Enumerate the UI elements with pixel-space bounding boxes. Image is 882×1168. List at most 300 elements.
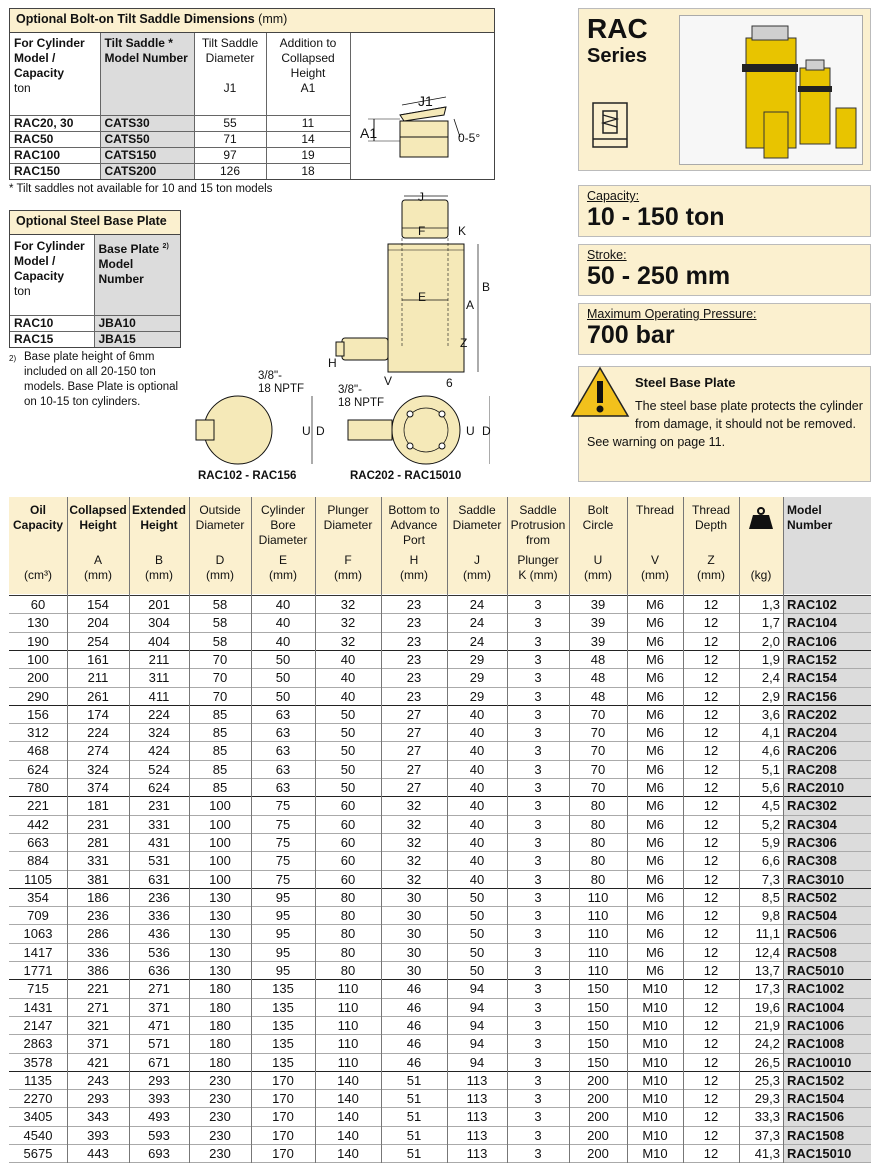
spec-cell: 180 <box>209 1036 231 1052</box>
spec-cell: 371 <box>87 1036 109 1052</box>
table-row <box>9 614 871 632</box>
spec-cell: 32 <box>406 798 422 814</box>
spec-cell: 174 <box>87 706 109 722</box>
spec-cell: 12 <box>703 853 719 869</box>
warning-panel <box>578 366 871 482</box>
spec-cell: 631 <box>148 871 170 887</box>
header-unit: (mm) <box>463 568 491 582</box>
label-a: A <box>466 298 475 312</box>
spec-cell: 12 <box>703 981 719 997</box>
header-text: Depth <box>694 518 728 532</box>
spec-cell: 181 <box>87 798 109 814</box>
label-u-left: U <box>302 424 311 438</box>
header-text: Outside <box>199 503 241 517</box>
model-number-cell: RAC502 <box>783 889 871 907</box>
spec-cell: 85 <box>212 743 228 759</box>
spec-cell: 70 <box>590 743 606 759</box>
cell-a1: 14 <box>266 131 350 147</box>
spec-cell: 3 <box>534 1072 542 1088</box>
spec-cell: 3 <box>534 780 542 795</box>
spec-cell: 1,9 <box>761 651 780 667</box>
spec-cell: 75 <box>275 798 291 814</box>
spec-cell: 32 <box>340 633 356 649</box>
spec-cell: 135 <box>272 1054 294 1070</box>
spec-cell: 40 <box>275 615 291 631</box>
spec-cell: 32 <box>406 834 422 850</box>
series-title: RAC <box>587 13 648 44</box>
spec-cell: 331 <box>148 816 170 832</box>
spec-cell: 3 <box>534 926 542 942</box>
column-rule <box>67 497 68 1163</box>
spec-cell: 286 <box>87 926 109 942</box>
spec-cell: 281 <box>87 834 109 850</box>
spec-cell: 12 <box>703 834 719 850</box>
spec-cell: 12 <box>703 1072 719 1088</box>
stroke-panel <box>578 244 871 296</box>
spec-cell: 12 <box>703 1017 719 1033</box>
spec-cell: 12 <box>703 871 719 887</box>
spec-cell: 12 <box>703 1127 719 1143</box>
spec-cell: 312 <box>27 725 49 741</box>
table-row <box>9 633 871 651</box>
spec-cell: 636 <box>148 963 170 978</box>
spec-cell: 110 <box>587 963 609 978</box>
spec-cell: 40 <box>469 761 485 777</box>
spec-cell: 39 <box>590 597 606 612</box>
spec-cell: 40 <box>469 725 485 741</box>
spec-cell: 12 <box>703 816 719 832</box>
spec-cell: 58 <box>212 597 228 612</box>
spec-cell: 140 <box>337 1109 359 1125</box>
spec-cell: 32 <box>406 871 422 887</box>
tilt-saddle-footnote: * Tilt saddles not available for 10 and 15 ton models <box>9 183 273 195</box>
base-plate-title: Optional Steel Base Plate <box>10 211 180 235</box>
spec-cell: 46 <box>406 999 422 1015</box>
spec-cell: 12 <box>703 670 719 686</box>
model-number-cell: RAC302 <box>783 797 871 815</box>
cell-model: RAC100 <box>10 147 100 163</box>
spec-cell: M10 <box>642 1017 668 1033</box>
spec-cell: 50 <box>469 944 485 960</box>
spec-cell: M6 <box>645 963 665 978</box>
spec-cell: 3 <box>534 1036 542 1052</box>
spec-cell: 100 <box>209 871 231 887</box>
header-text: Saddle <box>519 503 557 517</box>
spec-cell: 75 <box>275 853 291 869</box>
cell-j1: 126 <box>194 163 266 179</box>
caption-left: RAC102 - RAC156 <box>198 470 297 482</box>
spec-cell: 254 <box>87 633 109 649</box>
table-row <box>9 1090 871 1108</box>
spec-cell: 75 <box>275 871 291 887</box>
spec-cell: M10 <box>642 1109 668 1125</box>
col-saddle-header: Tilt Saddle * Model Number <box>100 33 194 115</box>
label-j: J <box>418 190 424 204</box>
spec-cell: 63 <box>275 725 291 741</box>
spec-cell: 3 <box>534 944 542 960</box>
pressure-panel <box>578 303 871 355</box>
cylinder-symbol-icon <box>591 101 631 153</box>
spec-cell: 170 <box>272 1109 294 1125</box>
header-unit: (cm³) <box>24 568 52 582</box>
spec-column-header <box>683 497 739 594</box>
capacity-panel <box>578 185 871 237</box>
column-rule <box>189 497 190 1163</box>
spec-cell: M10 <box>642 999 668 1015</box>
header-text: Height <box>140 518 178 532</box>
spec-cell: 26,5 <box>754 1054 780 1070</box>
spec-cell: 12 <box>703 1091 719 1107</box>
spec-cell: 80 <box>340 963 356 978</box>
spec-cell: 95 <box>275 944 291 960</box>
spec-cell: 50 <box>469 926 485 942</box>
header-text: Advance <box>390 518 438 532</box>
spec-cell: 1417 <box>23 944 53 960</box>
cell-plate: JBA15 <box>94 331 180 347</box>
table-row <box>9 779 871 797</box>
table-row <box>9 1054 871 1072</box>
cell-model: RAC20, 30 <box>10 115 100 131</box>
spec-cell: 243 <box>87 1072 109 1088</box>
spec-cell: M6 <box>645 926 665 942</box>
spec-cell: 21,9 <box>754 1017 780 1033</box>
spec-cell: 50 <box>340 706 356 722</box>
spec-column-header <box>67 497 129 594</box>
spec-cell: 1771 <box>23 963 53 978</box>
column-rule <box>381 497 382 1163</box>
spec-cell: 30 <box>406 944 422 960</box>
header-text: Bottom to <box>388 503 440 517</box>
header-text: Diameter <box>195 518 245 532</box>
spec-cell: 393 <box>148 1091 170 1107</box>
model-number-cell: RAC10010 <box>783 1054 871 1072</box>
model-number-cell: RAC3010 <box>783 871 871 889</box>
column-rule <box>627 497 628 1163</box>
warning-reference: See warning on page 11. <box>587 435 726 449</box>
spec-cell: 70 <box>590 725 606 741</box>
label-d-left: D <box>316 424 325 438</box>
table-row <box>10 331 180 347</box>
spec-cell: 3 <box>534 1054 542 1070</box>
spec-cell: 40 <box>275 597 291 612</box>
spec-cell: 40 <box>340 688 356 704</box>
spec-cell: 8,5 <box>761 889 780 905</box>
tilt-saddle-table <box>9 8 495 180</box>
spec-cell: 113 <box>466 1091 488 1107</box>
spec-cell: M6 <box>645 743 665 759</box>
spec-cell: 12 <box>703 963 719 978</box>
pressure-value: 700 bar <box>587 321 675 349</box>
header-unit: (mm) <box>641 568 669 582</box>
port-label-left: 3/8"- 18 NPTF <box>258 370 305 395</box>
spec-cell: M6 <box>645 597 665 612</box>
spec-cell: 221 <box>87 981 109 997</box>
spec-cell: 3 <box>534 597 542 612</box>
spec-cell: 693 <box>148 1146 170 1161</box>
spec-cell: 468 <box>27 743 49 759</box>
header-text: Diameter <box>258 533 308 547</box>
spec-cell: 236 <box>148 889 170 905</box>
header-unit <box>9 553 67 568</box>
spec-cell: 113 <box>466 1072 488 1088</box>
spec-cell: 200 <box>587 1091 609 1107</box>
header-unit <box>783 553 871 568</box>
spec-cell: 100 <box>209 834 231 850</box>
table-row <box>9 852 871 870</box>
spec-cell: 3 <box>534 725 542 741</box>
model-number-cell: RAC15010 <box>783 1145 871 1163</box>
spec-cell: 536 <box>148 944 170 960</box>
spec-cell: 100 <box>27 651 49 667</box>
spec-cell: 386 <box>87 963 109 978</box>
spec-cell: 12 <box>703 1036 719 1052</box>
spec-cell: 29,3 <box>754 1091 780 1107</box>
spec-cell: 230 <box>209 1091 231 1107</box>
spec-cell: 110 <box>587 908 609 924</box>
spec-cell: 51 <box>406 1109 422 1125</box>
spec-cell: 110 <box>337 1054 359 1070</box>
spec-cell: 150 <box>587 1017 609 1033</box>
header-unit: F <box>344 553 352 567</box>
spec-cell: 204 <box>87 615 109 631</box>
model-number-cell: RAC104 <box>783 614 871 632</box>
label-v: V <box>384 374 393 388</box>
header-unit: (kg) <box>750 568 772 582</box>
header-unit: (mm) <box>584 568 612 582</box>
spec-cell: M6 <box>645 908 665 924</box>
table-row <box>9 1035 871 1053</box>
table-row <box>10 147 350 163</box>
spec-cell: 50 <box>340 725 356 741</box>
spec-cell: 24 <box>469 633 485 649</box>
header-unit: H <box>409 553 419 567</box>
spec-cell: 100 <box>209 798 231 814</box>
spec-cell: 46 <box>406 1036 422 1052</box>
spec-cell: 94 <box>469 999 485 1015</box>
spec-cell: M6 <box>645 944 665 960</box>
spec-cell: 110 <box>337 1017 359 1033</box>
spec-cell: 230 <box>209 1146 231 1161</box>
spec-cell: 9,8 <box>761 908 780 924</box>
header-text: Thread <box>635 503 675 517</box>
spec-cell: 150 <box>587 999 609 1015</box>
spec-cell: 170 <box>272 1127 294 1143</box>
spec-cell: 3 <box>534 1017 542 1033</box>
spec-cell: 421 <box>87 1054 109 1070</box>
spec-cell: 24,2 <box>754 1036 780 1052</box>
spec-cell: 3 <box>534 1091 542 1107</box>
table-row <box>9 962 871 980</box>
spec-cell: 11,1 <box>755 926 780 942</box>
spec-cell: 135 <box>272 999 294 1015</box>
spec-cell: 231 <box>87 816 109 832</box>
spec-cell: 593 <box>148 1127 170 1143</box>
table-row <box>9 999 871 1017</box>
spec-cell: 23 <box>406 670 422 686</box>
spec-cell: 63 <box>275 780 291 795</box>
label-k: K <box>458 224 467 238</box>
spec-cell: M6 <box>645 670 665 686</box>
spec-cell: M10 <box>642 1036 668 1052</box>
header-unit: B <box>154 553 163 567</box>
model-number-cell: RAC102 <box>783 596 871 614</box>
spec-cell: 3 <box>534 1109 542 1125</box>
spec-cell: 2,4 <box>761 670 780 686</box>
header-unit: E <box>278 553 287 567</box>
spec-cell: M10 <box>642 1072 668 1088</box>
capacity-value: 10 - 150 ton <box>587 203 725 231</box>
header-unit <box>739 553 783 568</box>
header-unit: (mm) <box>84 568 112 582</box>
spec-cell: M6 <box>645 853 665 869</box>
spec-cell: 135 <box>272 1036 294 1052</box>
spec-cell: 75 <box>275 834 291 850</box>
spec-cell: 624 <box>27 761 49 777</box>
weight-icon <box>748 505 774 531</box>
spec-cell: 471 <box>148 1017 170 1033</box>
spec-column-header <box>9 497 67 594</box>
header-unit: K (mm) <box>518 568 558 582</box>
spec-cell: 27 <box>406 743 422 759</box>
table-row <box>9 816 871 834</box>
spec-cell: 85 <box>212 761 228 777</box>
spec-cell: 336 <box>87 944 109 960</box>
column-rule <box>683 497 684 1163</box>
spec-cell: 190 <box>27 633 49 649</box>
header-unit: Z <box>707 553 715 567</box>
cell-j1: 97 <box>194 147 266 163</box>
spec-cell: 150 <box>587 1054 609 1070</box>
warning-icon <box>569 365 631 421</box>
spec-cell: 113 <box>466 1146 488 1161</box>
spec-cell: 211 <box>148 651 170 667</box>
spec-cell: 780 <box>27 780 49 795</box>
col-addition-header: Addition to Collapsed Height A1 <box>266 33 350 115</box>
table-row <box>9 688 871 706</box>
model-number-cell: RAC306 <box>783 834 871 852</box>
cell-model: RAC15 <box>10 331 94 347</box>
spec-cell: 130 <box>209 889 231 905</box>
spec-cell: M6 <box>645 688 665 704</box>
spec-cell: 354 <box>27 889 49 905</box>
spec-cell: 12 <box>703 926 719 942</box>
spec-cell: M6 <box>645 651 665 667</box>
spec-cell: 6,6 <box>761 853 780 869</box>
spec-cell: 3 <box>534 798 542 814</box>
spec-cell: 60 <box>30 597 46 612</box>
spec-cell: 1,7 <box>761 615 780 631</box>
spec-column-header <box>627 497 683 594</box>
spec-cell: 12 <box>703 615 719 631</box>
model-number-cell: RAC1002 <box>783 980 871 998</box>
spec-cell: 80 <box>590 798 606 814</box>
spec-column-header <box>739 497 783 594</box>
spec-cell: 40 <box>469 798 485 814</box>
spec-cell: 58 <box>212 633 228 649</box>
spec-cell: 80 <box>340 908 356 924</box>
spec-column-header <box>783 497 871 594</box>
spec-cell: 274 <box>87 743 109 759</box>
spec-cell: 324 <box>148 725 170 741</box>
spec-cell: 40 <box>340 651 356 667</box>
spec-cell: 236 <box>87 908 109 924</box>
spec-cell: 27 <box>406 706 422 722</box>
spec-cell: 140 <box>337 1146 359 1161</box>
header-text: Extended <box>131 503 186 517</box>
model-number-cell: RAC508 <box>783 944 871 962</box>
spec-cell: M6 <box>645 780 665 795</box>
spec-cell: 48 <box>590 688 606 704</box>
header-unit: D <box>215 553 225 567</box>
header-text: Height <box>79 518 117 532</box>
spec-cell: 29 <box>469 688 485 704</box>
spec-column-header <box>251 497 315 594</box>
spec-cell: 624 <box>148 780 170 795</box>
spec-cell: 30 <box>406 926 422 942</box>
base-footnote-mark: 2) <box>9 354 17 363</box>
spec-cell: 5,2 <box>761 816 780 832</box>
table-row <box>9 944 871 962</box>
spec-cell: 200 <box>587 1109 609 1125</box>
header-text: Number <box>787 518 833 532</box>
table-row <box>9 1072 871 1090</box>
spec-cell: 50 <box>275 670 291 686</box>
cell-a1: 11 <box>266 115 350 131</box>
spec-cell: 5,9 <box>761 834 780 850</box>
spec-cell: 290 <box>27 688 49 704</box>
spec-cell: 40 <box>469 780 485 795</box>
spec-cell: 200 <box>587 1127 609 1143</box>
spec-cell: 1105 <box>24 871 52 887</box>
spec-cell: 135 <box>272 981 294 997</box>
spec-cell: 46 <box>406 981 422 997</box>
spec-cell: 85 <box>212 780 228 795</box>
spec-cell: 32 <box>406 853 422 869</box>
spec-cell: 12 <box>703 798 719 814</box>
spec-cell: 94 <box>469 981 485 997</box>
spec-cell: 1431 <box>23 999 53 1015</box>
spec-cell: 12,4 <box>754 944 780 960</box>
spec-cell: 230 <box>209 1109 231 1125</box>
spec-cell: 58 <box>212 615 228 631</box>
header-text: Diameter <box>452 518 502 532</box>
spec-cell: 12 <box>703 944 719 960</box>
spec-cell: 70 <box>212 651 228 667</box>
spec-cell: 3 <box>534 743 542 759</box>
spec-cell: 110 <box>587 889 609 905</box>
spec-cell: 23 <box>406 688 422 704</box>
spec-cell: 40 <box>469 706 485 722</box>
spec-cell: 3 <box>534 1127 542 1143</box>
model-number-cell: RAC1008 <box>783 1035 871 1053</box>
spec-cell: 201 <box>148 597 170 612</box>
spec-cell: 180 <box>209 981 231 997</box>
base-plate-grid <box>10 235 180 347</box>
spec-cell: 40 <box>275 633 291 649</box>
spec-cell: 13,7 <box>754 963 780 978</box>
spec-cell: 200 <box>27 670 49 686</box>
spec-cell: 180 <box>209 1054 231 1070</box>
cylinder-drawing <box>190 188 490 468</box>
spec-cell: 80 <box>590 853 606 869</box>
label-b: B <box>482 280 491 294</box>
spec-cell: 40 <box>469 871 485 887</box>
header-unit: Plunger <box>517 553 559 567</box>
header-unit: J <box>474 553 480 567</box>
label-d-right: D <box>482 424 491 438</box>
spec-cell: 524 <box>148 761 170 777</box>
header-text: Diameter <box>323 518 373 532</box>
